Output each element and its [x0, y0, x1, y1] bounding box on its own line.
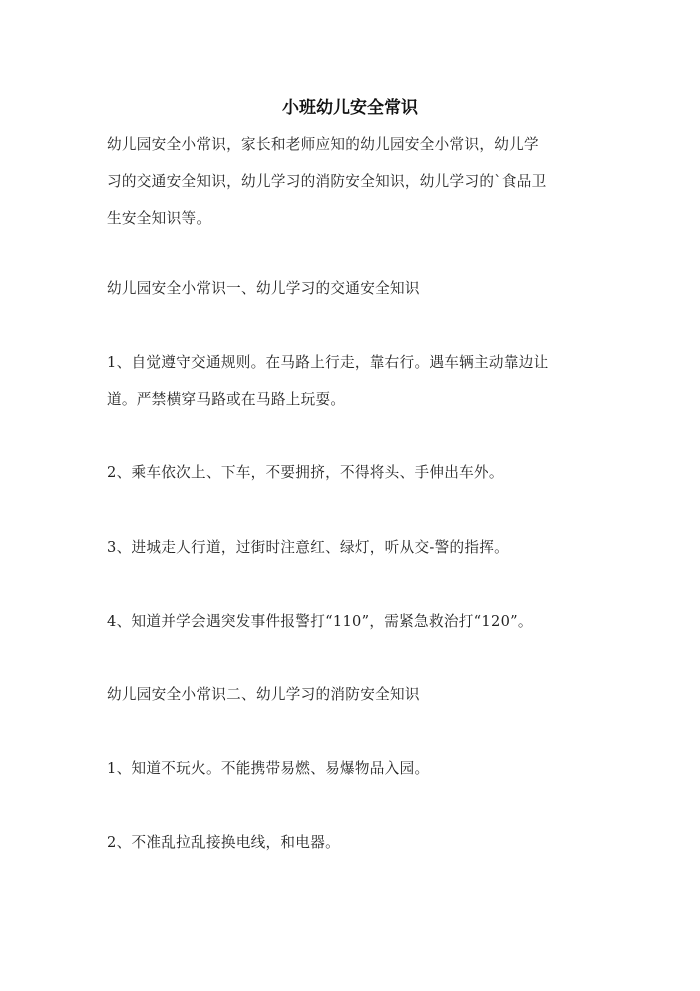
document-title: 小班幼儿安全常识 [282, 98, 418, 118]
section1-heading: 幼儿园安全小常识一、幼儿学习的交通安全知识 [107, 280, 420, 297]
section1-item1-line2: 道。严禁横穿马路或在马路上玩耍。 [107, 391, 346, 408]
section2-item2: 2、不准乱拉乱接换电线，和电器。 [107, 834, 340, 851]
section2-heading: 幼儿园安全小常识二、幼儿学习的消防安全知识 [107, 686, 420, 703]
section1-item1-line1: 1、自觉遵守交通规则。在马路上行走，靠右行。遇车辆主动靠边让 [107, 354, 549, 371]
intro-paragraph [107, 126, 593, 237]
intro-line-3: 生安全知识等。 [107, 210, 212, 227]
section1-item3: 3、进城走人行道，过街时注意红、绿灯，听从交-警的指挥。 [107, 539, 510, 556]
intro-line-1: 幼儿园安全小常识，家长和老师应知的幼儿园安全小常识，幼儿学 [107, 136, 539, 153]
section1-item2: 2、乘车依次上、下车，不要拥挤，不得将头、手伸出车外。 [107, 464, 504, 481]
intro-line-2: 习的交通安全知识，幼儿学习的消防安全知识，幼儿学习的`食品卫 [107, 173, 547, 190]
section1-item4: 4、知道并学会遇突发事件报警打“110”，需紧急救治打“120”。 [107, 613, 533, 630]
section2-item1: 1、知道不玩火。不能携带易燃、易爆物品入园。 [107, 760, 430, 777]
